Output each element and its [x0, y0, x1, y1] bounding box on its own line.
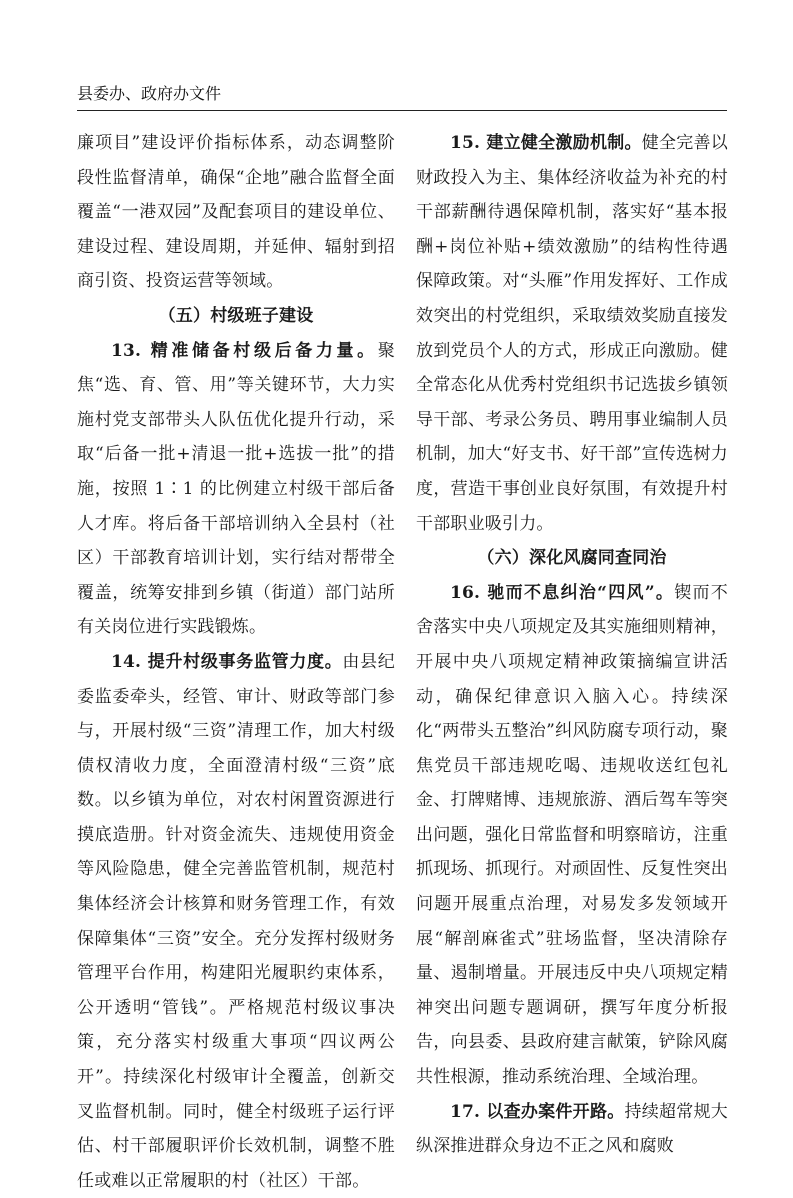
- paragraph-17: [416, 1095, 728, 1164]
- paragraph-continuation: 廉项目”建设评价指标体系，动态调整阶段性监督清单，确保“企地”融合监督全面覆盖“一港双园”及配套项目的建设单位、建设过程、建设周期，并延伸、辐射到招商引资、投资运营等领域。: [77, 133, 395, 292]
- paragraph-17-lead: 17. 以查办案件开路。: [450, 1101, 625, 1122]
- paragraph-13-lead: 13. 精准储备村级后备力量。: [111, 340, 378, 361]
- right-column: [416, 126, 728, 1164]
- section-heading-6: （六）深化风腐同查同治: [477, 548, 667, 569]
- paragraph-14-lead: 14. 提升村级事务监管力度。: [111, 651, 343, 672]
- paragraph-16-body: 锲而不舍落实中央八项规定及其实施细则精神，开展中央八项规定精神政策摘编宣讲活动，确保纪律意识入脑入心。持续深化“两带头五整治”纠风防腐专项行动，聚焦党员干部违规吃喝、违规收送红包礼金、打牌赌博、违规旅游、酒后驾车等突出问题，强化日常监督和明察暗访，注重抓现场、抓现行。对顽固性、反复性突出问题开展重点治理，对易发多发领域开展“解剖麻雀式”驻场监督，坚决清除存量、遏制增量。开展违反中央八项规定精神突出问题专题调研，撰写年度分析报告，向县委、县政府建言献策，铲除风腐共性根源，推动系统治理、全域治理。: [416, 582, 728, 1088]
- paragraph-13-body: 聚焦“选、育、管、用”等关键环节，大力实施村党支部带头人队伍优化提升行动，采取“后备一批+清退一批+选拔一批”的措施，按照 1∶1 的比例建立村级干部后备人才库。将后备干部培训纳入全县村（社区）干部教育培训计划，实行结对帮带全覆盖，统筹安排到乡镇（街道）部门站所有关岗位进行实践锻炼。: [77, 340, 395, 638]
- paragraph-14: [77, 645, 395, 1198]
- paragraph-17-body: 持续超常规大纵深推进群众身边不正之风和腐败: [416, 1101, 728, 1157]
- paragraph-16-lead: 16. 驰而不息纠治“四风”。: [450, 582, 675, 603]
- page-header: [77, 84, 727, 111]
- paragraph-13: [77, 334, 395, 645]
- paragraph-15: [416, 126, 728, 541]
- header-title: 县委办、政府办文件: [77, 84, 222, 103]
- paragraph-15-body: 健全完善以财政投入为主、集体经济收益为补充的村干部薪酬待遇保障机制，落实好“基本报酬+岗位补贴+绩效激励”的结构性待遇保障政策。对“头雁”作用发挥好、工作成效突出的村党组织，采取绩效奖励直接发放到党员个人的方式，形成正向激励。健全常态化从优秀村党组织书记选拔乡镇领导干部、考录公务员、聘用事业编制人员机制，加大“好支书、好干部”宣传选树力度，营造干事创业良好氛围，有效提升村干部职业吸引力。: [416, 133, 729, 534]
- left-column: [77, 126, 395, 1198]
- paragraph-14-body: 由县纪委监委牵头，经管、审计、财政等部门参与，开展村级“三资”清理工作，加大村级债权清收力度，全面澄清村级“三资”底数。以乡镇为单位，对农村闲置资源进行摸底造册。针对资金流失、违规使用资金等风险隐患，健全完善监管机制，规范村集体经济会计核算和财务管理工作，有效保障集体“三资”安全。充分发挥村级财务管理平台作用，构建阳光履职约束体系，公开透明“管钱”。严格规范村级议事决策，充分落实村级重大事项“四议两公开”。持续深化村级审计全覆盖，创新交叉监督机制。同时，健全村级班子运行评估、村干部履职评价长效机制，调整不胜任或难以正常履职的村（社区）干部。: [77, 651, 395, 1191]
- section-heading-5: （五）村级班子建设: [158, 305, 314, 326]
- paragraph-16: [416, 576, 728, 1095]
- paragraph-15-lead: 15. 建立健全激励机制。: [450, 133, 642, 153]
